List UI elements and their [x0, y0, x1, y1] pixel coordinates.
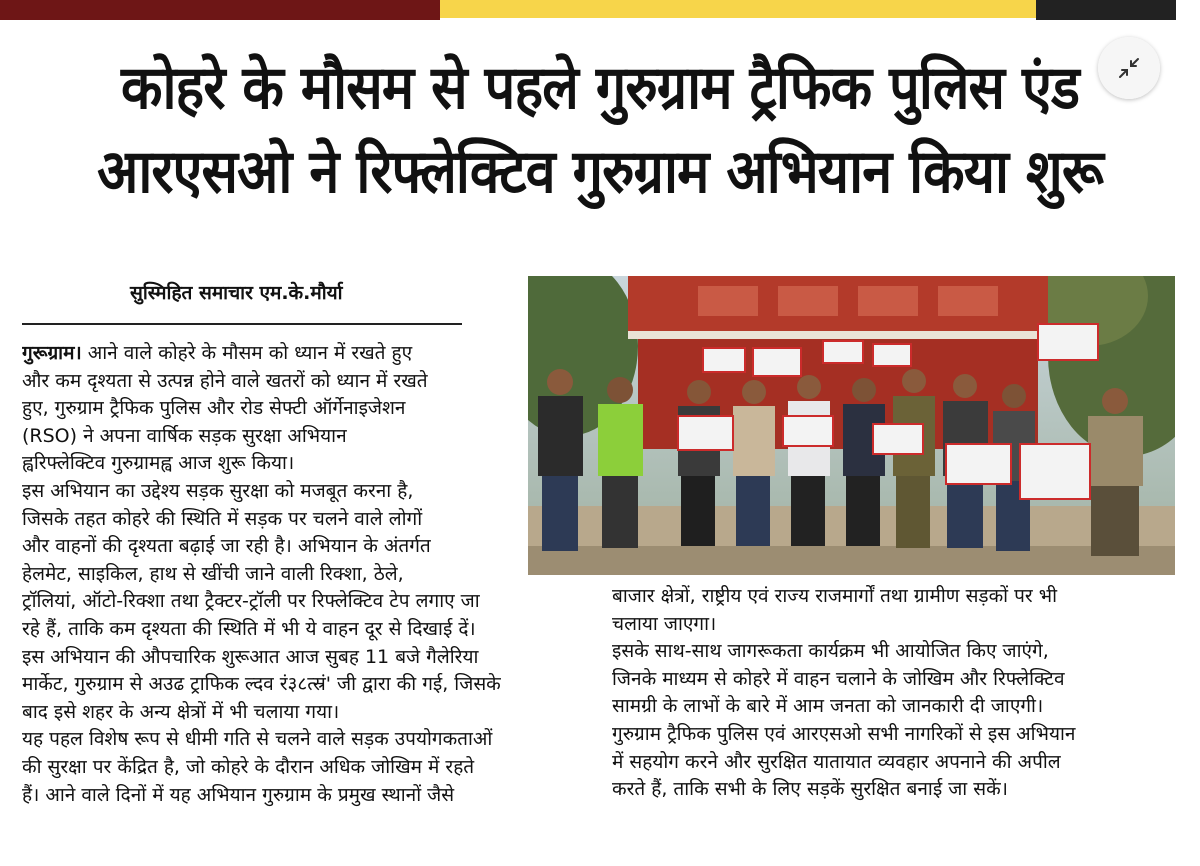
dateline: गुरूग्राम। — [22, 342, 82, 364]
article-line: और वाहनों की दृश्यता बढ़ाई जा रही है। अभियान के अंतर्गत — [22, 535, 431, 558]
byline-rule — [22, 323, 462, 325]
article-line: सामग्री के लाभों के बारे में आम जनता को जानकारी दी जाएगी। — [612, 695, 1044, 718]
collapse-button[interactable] — [1098, 37, 1160, 99]
article-line: हेलमेट, साइकिल, हाथ से खींची जाने वाली रिक्शा, ठेले, — [22, 562, 404, 585]
article-line: जिनके माध्यम से कोहरे में वाहन चलाने के जोखिम और रिफ्लेक्टिव — [612, 667, 1065, 690]
article-line: जिसके तहत कोहरे की स्थिति में सड़क पर चलने वाले लोगों — [22, 507, 423, 530]
article-left-column — [22, 340, 588, 809]
article-line: मार्केट, गुरुग्राम से अउढ ट्राफिक ल्दव रं३८त्स्रं' जी द्वारा की गई, जिसके — [22, 673, 501, 696]
article-line: ह्वरिफ्लेक्टिव गुरुग्रामह्व आज शुरू किया। — [22, 452, 295, 475]
article-right-column — [612, 583, 1177, 804]
article-text: आने वाले कोहरे के मौसम को ध्यान में रखते हुए — [81, 342, 413, 364]
article-line: की सुरक्षा पर केंद्रित है, जो कोहरे के दौरान अधिक जोखिम में रहते — [22, 755, 475, 778]
group-photo-illustration — [528, 276, 1175, 575]
article-line: हुए, गुरुग्राम ट्रैफिक पुलिस और रोड सेफ्टी ऑर्गेनाइजेशन — [22, 397, 406, 420]
byline: सुस्मिहित समाचार एम.के.मौर्या — [130, 282, 343, 304]
article-line: करते हैं, ताकि सभी के लिए सड़कें सुरक्षित बनाई जा सकें। — [612, 778, 1008, 801]
article-line: गुरुग्राम ट्रैफिक पुलिस एवं आरएसओ सभी नागरिकों से इस अभियान — [612, 722, 1076, 745]
article-line: रहे हैं, ताकि कम दृश्यता की स्थिति में भी ये वाहन दूर से दिखाई दें। — [22, 617, 476, 640]
news-photo — [528, 276, 1175, 575]
article-line: (RSO) ने अपना वार्षिक सड़क सुरक्षा अभियान — [22, 424, 347, 447]
article-line: इसके साथ-साथ जागरूकता कार्यक्रम भी आयोजित किए जाएंगे, — [612, 640, 1049, 663]
top-color-bar — [0, 0, 1200, 20]
article-line: चलाया जाएगा। — [612, 612, 717, 635]
top-bar-maroon-segment — [0, 0, 440, 20]
article-line: ट्रॉलियां, ऑटो-रिक्शा तथा ट्रैक्टर-ट्रॉली पर रिफ्लेक्टिव टेप लगाए जा — [22, 590, 480, 613]
article-line: और कम दृश्यता से उत्पन्न होने वाले खतरों को ध्यान में रखते — [22, 369, 428, 392]
article-line: में सहयोग करने और सुरक्षित यातायात व्यवहार अपनाने की अपील — [612, 750, 1061, 773]
article-line — [22, 340, 588, 368]
article-line: हैं। आने वाले दिनों में यह अभियान गुरुग्राम के प्रमुख स्थानों जैसे — [22, 783, 455, 806]
article-line: इस अभियान की औपचारिक शुरूआत आज सुबह 11 बजे गैलेरिया — [22, 645, 479, 668]
top-bar-dark-segment — [1036, 0, 1176, 20]
top-bar-yellow-segment — [440, 0, 1036, 18]
headline — [69, 46, 1131, 214]
headline-line-2: आरएसओ ने रिफ्लेक्टिव गुरुग्राम अभियान किया शुरू — [97, 137, 1103, 207]
headline-line-1: कोहरे के मौसम से पहले गुरुग्राम ट्रैफिक पुलिस एंड — [121, 53, 1079, 123]
article-line: बाद इसे शहर के अन्य क्षेत्रों में भी चलाया गया। — [22, 700, 340, 723]
article-line: यह पहल विशेष रूप से धीमी गति से चलने वाले सड़क उपयोगकताओं — [22, 728, 493, 751]
article-line: इस अभियान का उद्देश्य सड़क सुरक्षा को मजबूत करना है, — [22, 479, 414, 502]
article-line: बाजार क्षेत्रों, राष्ट्रीय एवं राज्य राजमार्गों तथा ग्रामीण सड़कों पर भी — [612, 585, 1058, 607]
collapse-arrows-icon — [1116, 55, 1142, 81]
